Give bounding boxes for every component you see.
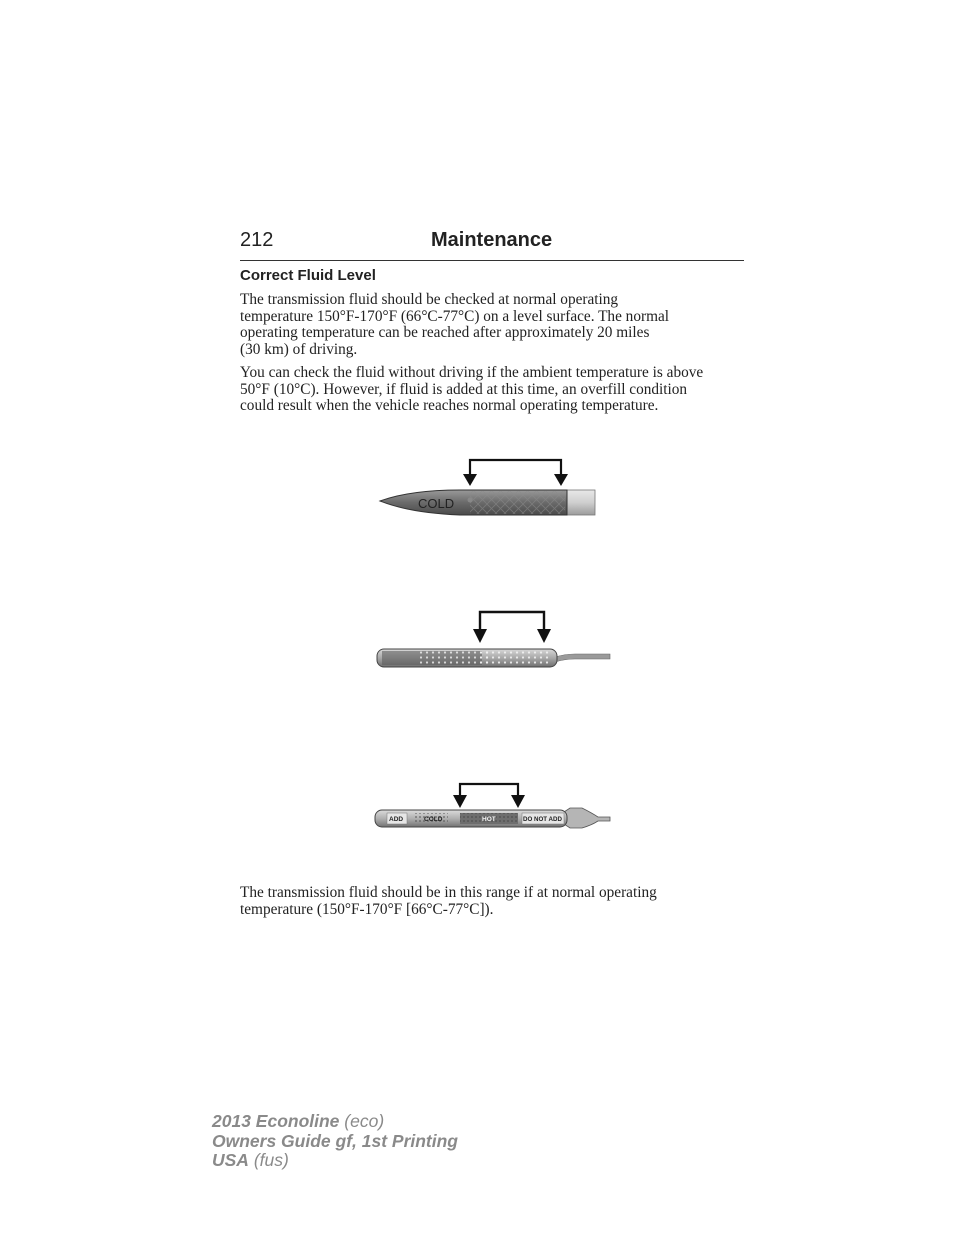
range-arrows [473, 612, 551, 643]
footer-guide: Owners Guide gf, 1st Printing [212, 1130, 458, 1151]
paragraph-1 [240, 292, 750, 358]
dipstick-figure-2 [370, 605, 615, 675]
text-line: could result when the vehicle reaches normal operating temperature. [240, 397, 659, 414]
range-arrows [463, 460, 568, 486]
text-line: operating temperature can be reached after approximately 20 miles [240, 324, 650, 341]
page-header [240, 229, 744, 261]
paragraph-2 [240, 365, 750, 415]
label-do-not-add: DO NOT ADD [523, 816, 562, 823]
text-line: The transmission fluid should be checked at normal operating [240, 291, 619, 308]
footer-model: 2013 Econoline [212, 1111, 340, 1131]
text-line: The transmission fluid should be in this range if at normal operating [240, 884, 657, 901]
page-number: 212 [240, 229, 274, 251]
text-line: 50°F (10°C). However, if fluid is added at this time, an overfill condition [240, 380, 688, 398]
section-title: Maintenance [431, 229, 553, 251]
label-cold: COLD [418, 496, 455, 511]
text-line: temperature (150°F-170°F [66°C-77°C]). [240, 900, 494, 918]
subheading: Correct Fluid Level [240, 267, 376, 284]
paragraph-3 [240, 885, 750, 918]
footer-market-code: (fus) [248, 1150, 289, 1170]
label-add: ADD [389, 816, 404, 823]
text-line: You can check the fluid without driving if the ambient temperature is above [240, 364, 704, 381]
text-line: temperature 150°F-170°F (66°C-77°C) on a level surface. The normal [240, 307, 670, 325]
dipstick-figure-3 [370, 775, 615, 835]
footer-market: USA [212, 1150, 249, 1170]
text-line: (30 km) of driving. [240, 340, 358, 358]
dipstick-figure-1 [370, 450, 610, 525]
footer-model-code: (eco) [339, 1111, 385, 1131]
label-hot: HOT [482, 816, 496, 823]
label-cold: COLD [424, 816, 443, 823]
document-footer [212, 1112, 458, 1171]
range-arrows [453, 784, 525, 808]
